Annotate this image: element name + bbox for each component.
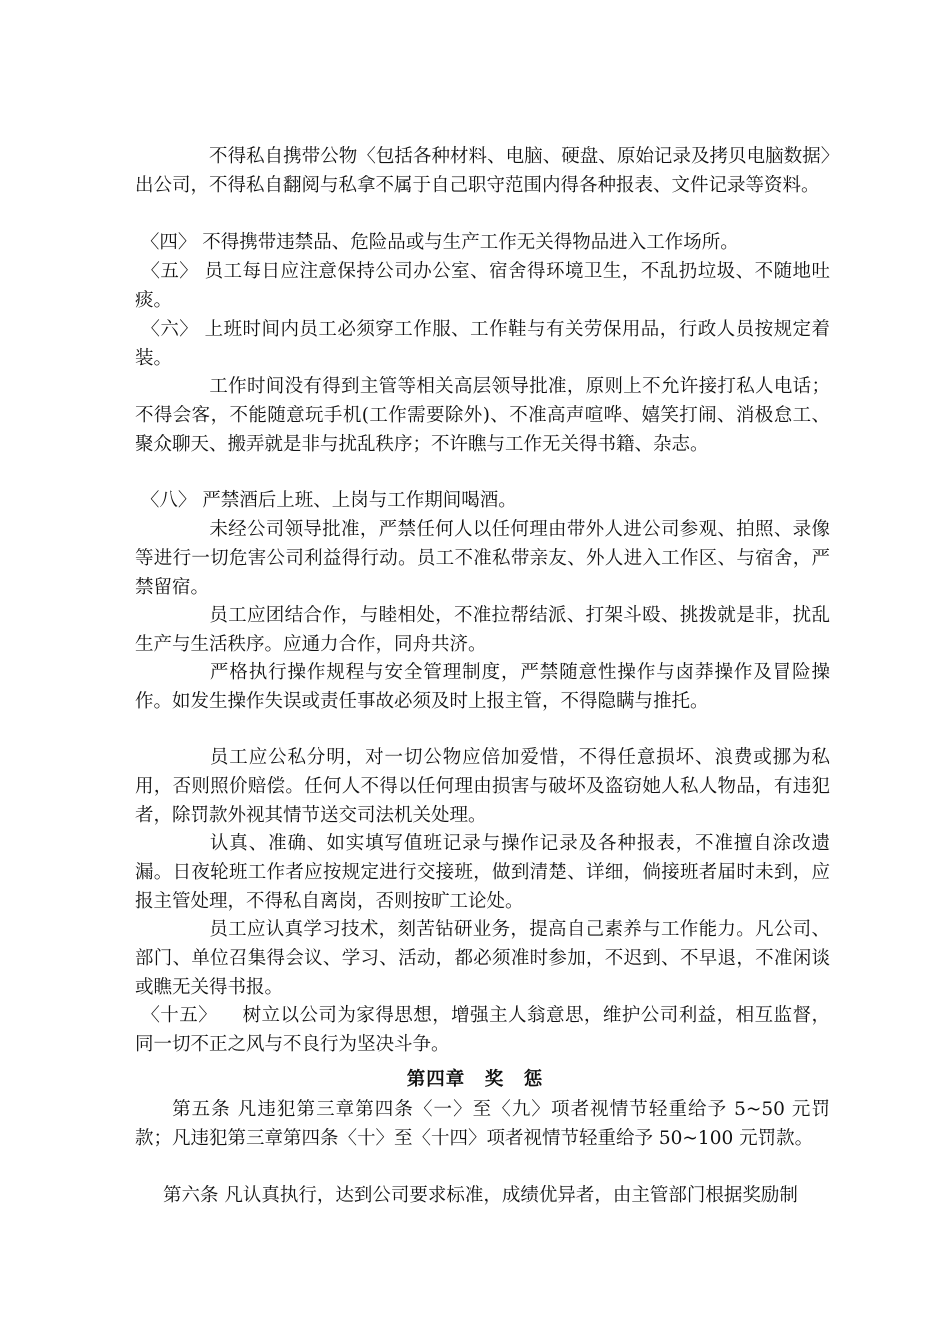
- rule-paragraph-7: 工作时间没有得到主管等相关高层领导批准，原则上不允许接打私人电话；不得会客，不能随意玩手机(工作需要除外)、不准高声喧哗、嬉笑打闹、消极怠工、聚众聊天、搬弄就是非与扰乱秩序；不许瞧与工作无关得书籍、杂志。: [135, 376, 830, 455]
- rule-paragraph-9: 未经公司领导批准，严禁任何人以任何理由带外人进公司参观、拍照、录像等进行一切危害公司利益得行动。员工不准私带亲友、外人进入工作区、与宿舍，严禁留宿。: [135, 519, 830, 598]
- article-6: 第六条 凡认真执行，达到公司要求标准，成绩优异者，由主管部门根据奖励制: [163, 1185, 798, 1206]
- rule-paragraph-12: 员工应公私分明，对一切公物应倍加爱惜，不得任意损坏、浪费或挪为私用，否则照价赔偿。任何人不得以任何理由损害与破坏及盗窃她人私人物品，有违犯者，除罚款外视其情节送交司法机关处理。: [135, 747, 830, 826]
- rule-paragraph-5: 〈五〉 员工每日应注意保持公司办公室、宿舍得环境卫生，不乱扔垃圾、不随地吐痰。: [135, 261, 830, 311]
- rule-paragraph-3: 不得私自携带公物〈包括各种材料、电脑、硬盘、原始记录及拷贝电脑数据〉出公司，不得私自翻阅与私拿不属于自己职守范围内得各种报表、文件记录等资料。: [135, 146, 830, 196]
- rule-paragraph-15: 〈十五〉 树立以公司为家得思想，增强主人翁意思，维护公司利益，相互监督，同一切不正之风与不良行为坚决斗争。: [135, 1005, 830, 1055]
- rule-paragraph-11: 严格执行操作规程与安全管理制度，严禁随意性操作与卤莽操作及冒险操作。如发生操作失误或责任事故必须及时上报主管，不得隐瞒与推托。: [135, 662, 830, 712]
- article-5: 第五条 凡违犯第三章第四条〈一〉至〈九〉项者视情节轻重给予 5~50 元罚款；凡违犯第三章第四条〈十〉至〈十四〉项者视情节轻重给予 50~100 元罚款。: [135, 1099, 830, 1149]
- chapter-heading: 第四章 奖 惩: [406, 1069, 544, 1090]
- rule-paragraph-8: 〈八〉 严禁酒后上班、上岗与工作期间喝酒。: [140, 490, 517, 511]
- rule-paragraph-4: 〈四〉 不得携带违禁品、危险品或与生产工作无关得物品进入工作场所。: [140, 232, 739, 253]
- rule-paragraph-10: 员工应团结合作，与睦相处，不准拉帮结派、打架斗殴、挑拨就是非，扰乱生产与生活秩序。应通力合作，同舟共济。: [135, 605, 830, 655]
- rule-paragraph-6: 〈六〉 上班时间内员工必须穿工作服、工作鞋与有关劳保用品，行政人员按规定着装。: [135, 319, 830, 369]
- rule-paragraph-13: 认真、准确、如实填写值班记录与操作记录及各种报表，不准擅自涂改遗漏。日夜轮班工作者应按规定进行交接班，做到清楚、详细，倘接班者届时未到，应报主管处理，不得私自离岗，否则按旷工论处。: [135, 833, 830, 912]
- rule-paragraph-14: 员工应认真学习技术，刻苦钻研业务，提高自己素养与工作能力。凡公司、部门、单位召集得会议、学习、活动，都必须准时参加，不迟到、不早退，不准闲谈或瞧无关得书报。: [135, 919, 830, 998]
